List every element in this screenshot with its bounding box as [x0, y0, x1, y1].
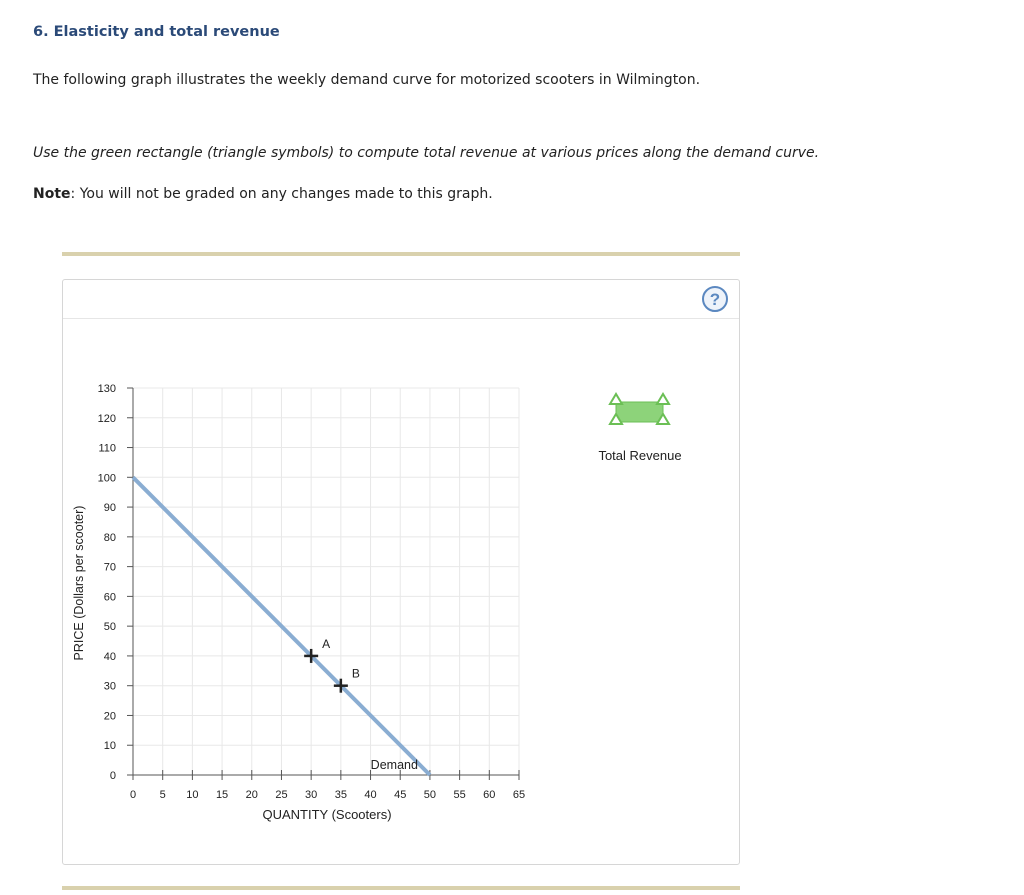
y-tick-label: 90: [103, 502, 116, 515]
triangle-icon[interactable]: [657, 394, 669, 404]
y-tick-label: 60: [103, 591, 116, 604]
total-revenue-tool[interactable]: [610, 394, 669, 424]
note-body: : You will not be graded on any changes made to this graph.: [70, 186, 493, 202]
y-tick-label: 0: [109, 770, 116, 782]
x-tick-label: 50: [423, 789, 437, 801]
x-tick-label: 20: [245, 789, 258, 801]
point-a[interactable]: [304, 637, 330, 663]
y-tick-label: 130: [97, 383, 116, 395]
x-tick-label: 30: [305, 789, 318, 801]
y-tick-label: 50: [103, 621, 116, 634]
y-tick-label: 110: [98, 442, 116, 455]
points: [304, 637, 360, 693]
x-tick-label: 45: [394, 789, 407, 801]
x-tick-label: 5: [159, 789, 166, 801]
y-tick-label: 20: [103, 710, 116, 723]
help-symbol: ?: [709, 290, 721, 309]
x-tick-label: 65: [512, 789, 526, 801]
y-tick-label: 30: [103, 680, 116, 693]
y-tick-label: 100: [97, 472, 116, 485]
x-tick-label: 40: [364, 789, 377, 801]
x-tick-label: 35: [334, 789, 347, 801]
demand-label: Demand: [370, 758, 418, 772]
x-tick-label: 55: [453, 789, 466, 801]
note-label: Note: [33, 186, 71, 202]
point-b[interactable]: [334, 667, 360, 693]
y-tick-label: 120: [97, 412, 116, 425]
x-tick-label: 10: [186, 789, 199, 801]
y-tick-label: 40: [103, 650, 116, 663]
x-tick-label: 60: [483, 789, 496, 801]
x-tick-label: 25: [275, 789, 288, 801]
y-axis-label: PRICE (Dollars per scooter): [72, 505, 86, 661]
y-tick-label: 80: [103, 531, 116, 544]
bottom-divider: [62, 886, 740, 890]
x-tick-label: 0: [129, 789, 137, 801]
y-tick-label: 70: [103, 561, 116, 574]
triangle-icon[interactable]: [610, 394, 622, 404]
x-tick-label: 15: [215, 789, 229, 801]
point-label: A: [322, 636, 331, 651]
x-axis-label: QUANTITY (Scooters): [262, 807, 392, 822]
y-tick-label: 10: [103, 740, 116, 753]
intro-text: The following graph illustrates the weekly demand curve for motorized scooters in Wilmington.: [33, 72, 701, 88]
point-label: B: [351, 666, 360, 681]
instruction-text: Use the green rectangle (triangle symbols) to compute total revenue at various prices along the demand curve.: [33, 145, 820, 161]
total-revenue-label: Total Revenue: [598, 448, 682, 463]
grid: [133, 388, 519, 775]
question-heading: 6. Elasticity and total revenue: [33, 24, 280, 40]
